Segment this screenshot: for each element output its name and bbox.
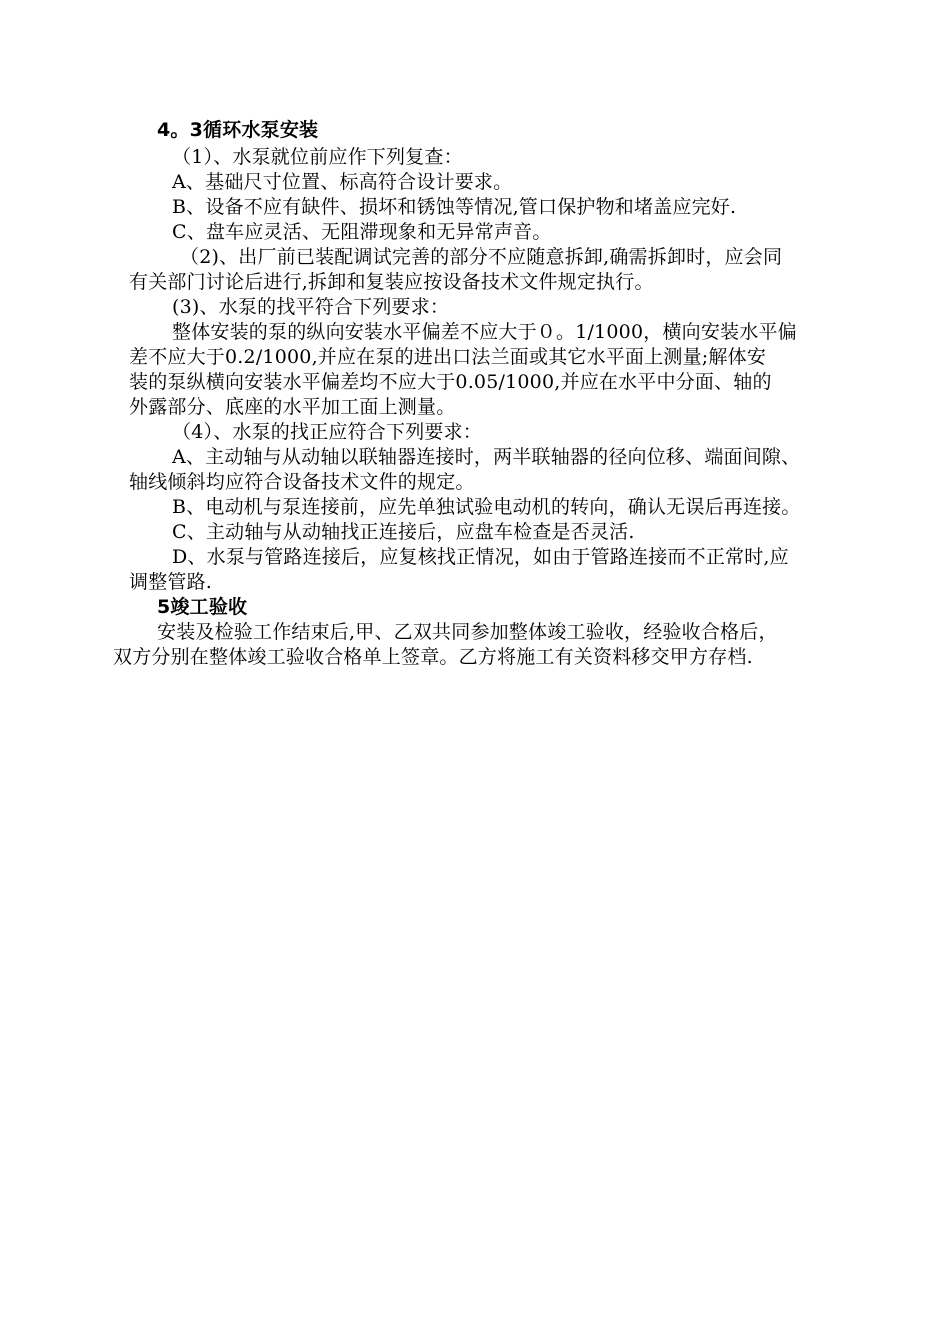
paragraph-line: A、基础尺寸位置、标高符合设计要求。 [172,171,513,193]
paragraph-line: 差不应大于0.2/1000,并应在泵的进出口法兰面或其它水平面上测量;解体安 [129,346,767,368]
paragraph-line: C、盘车应灵活、无阻滞现象和无异常声音。 [172,221,552,243]
paragraph-line: B、电动机与泵连接前，应先单独试验电动机的转向，确认无误后再连接。 [172,496,801,518]
paragraph-line: (3)、水泵的找平符合下列要求： [172,296,450,318]
paragraph-line: A、主动轴与从动轴以联轴器连接时，两半联轴器的径向位移、端面间隙、 [172,446,801,468]
paragraph-line: C、主动轴与从动轴找正连接后，应盘车检查是否灵活. [172,521,635,543]
paragraph-line: 双方分别在整体竣工验收合格单上签章。乙方将施工有关资料移交甲方存档. [113,646,753,668]
paragraph-line: （2)、出厂前已装配调试完善的部分不应随意拆卸,确需拆卸时，应会同 [180,246,783,268]
paragraph-line: 轴线倾斜均应符合设备技术文件的规定。 [129,471,475,493]
paragraph-line: 整体安装的泵的纵向安装水平偏差不应大于０。1/1000，横向安装水平偏 [172,321,797,343]
section-heading-4-3: 4。3循环水泵安装 [157,119,319,141]
section-heading-5: 5竣工验收 [157,596,248,618]
paragraph-line: 调整管路. [129,571,213,593]
paragraph-line: （1）、水泵就位前应作下列复查： [172,146,463,168]
paragraph-line: D、水泵与管路连接后，应复核找正情况，如由于管路连接而不正常时,应 [172,546,789,568]
paragraph-line: 有关部门讨论后进行,拆卸和复装应按设备技术文件规定执行。 [129,271,654,293]
paragraph-line: B、设备不应有缺件、损坏和锈蚀等情况,管口保护物和堵盖应完好. [172,196,737,218]
paragraph-line: （4）、水泵的找正应符合下列要求： [172,421,482,443]
paragraph-line: 装的泵纵横向安装水平偏差均不应大于0.05/1000,并应在水平中分面、轴的 [129,371,772,393]
paragraph-line: 安装及检验工作结束后,甲、乙双共同参加整体竣工验收，经验收合格后， [157,621,778,643]
paragraph-line: 外露部分、底座的水平加工面上测量。 [129,396,456,418]
